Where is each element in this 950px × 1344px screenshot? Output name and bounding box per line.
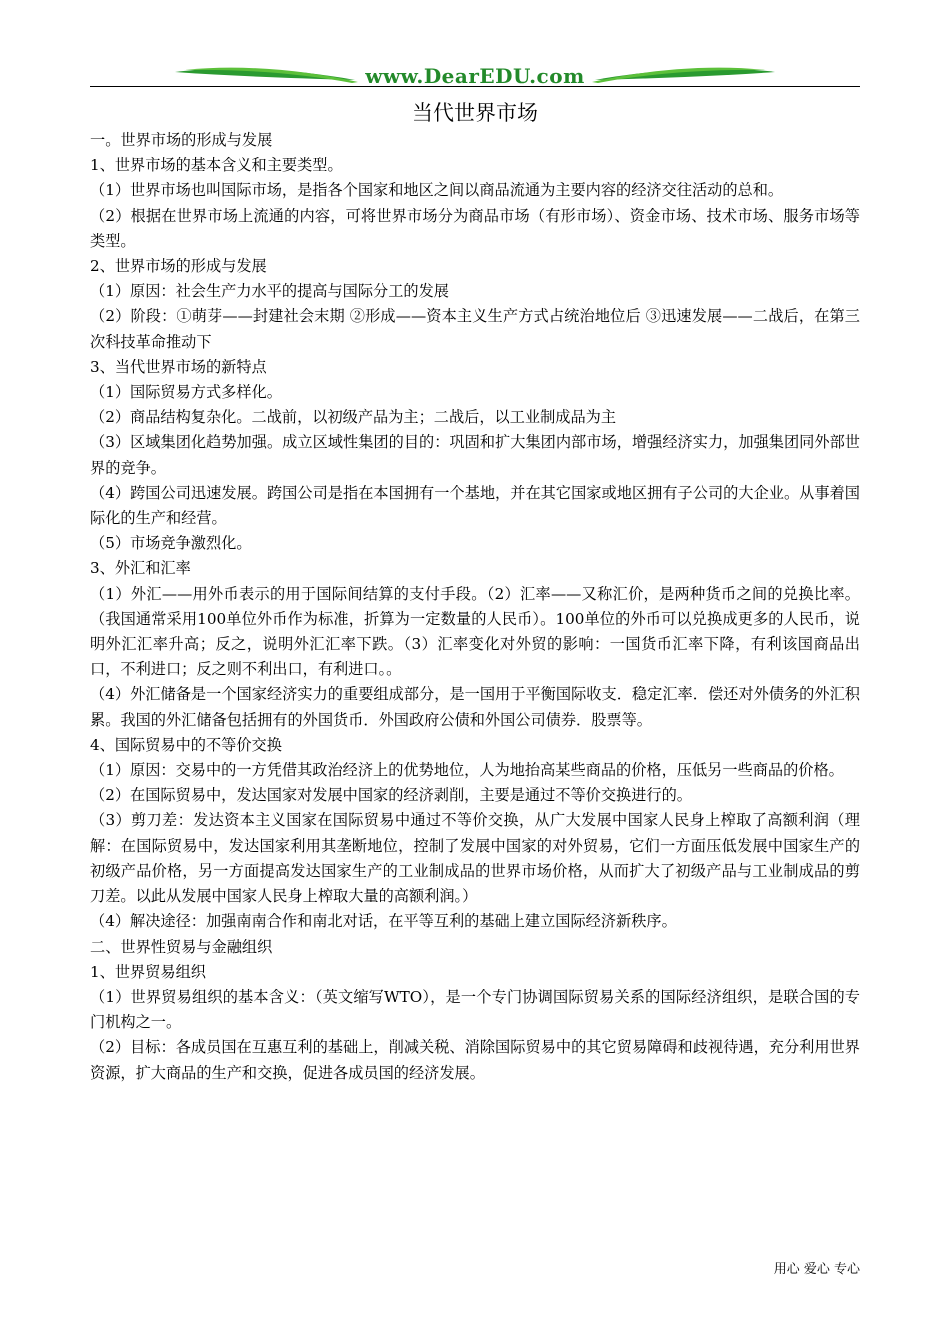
paragraph: （4）外汇储备是一个国家经济实力的重要组成部分，是一国用于平衡国际收支．稳定汇率．偿还对外债务的外汇积累。我国的外汇储备包括拥有的外国货币．外国政府公债和外国公司债券．股票等。	[90, 685, 860, 729]
paragraph: 二、世界性贸易与金融组织	[90, 937, 273, 956]
paragraph: （2）阶段：①萌芽——封建社会末期 ②形成——资本主义生产方式占统治地位后 ③迅速发展——二战后，在第三次科技革命推动下	[90, 307, 860, 351]
page-header	[90, 58, 860, 94]
paragraph: 3、外汇和汇率	[90, 559, 191, 578]
paragraph: （1）国际贸易方式多样化。	[90, 383, 282, 402]
paragraph: （2）根据在世界市场上流通的内容，可将世界市场分为商品市场（有形市场）、资金市场、技术市场、服务市场等类型。	[90, 206, 860, 250]
paragraph: （2）在国际贸易中，发达国家对发展中国家的经济剥削，主要是通过不等价交换进行的。	[90, 786, 692, 805]
header-rule	[90, 86, 860, 87]
document-title: 当代世界市场	[412, 101, 538, 125]
site-url: www.DearEDU.com	[365, 64, 585, 88]
paragraph: 一。世界市场的形成与发展	[90, 131, 273, 149]
paragraph: 1、世界贸易组织	[90, 962, 206, 981]
paragraph: （4）解决途径：加强南南合作和南北对话，在平等互利的基础上建立国际经济新秩序。	[90, 912, 677, 931]
paragraph: 2、世界市场的形成与发展	[90, 257, 267, 276]
paragraph: （3）剪刀差：发达资本主义国家在国际贸易中通过不等价交换，从广大发展中国家人民身上榨取了高额利润（理解：在国际贸易中，发达国家利用其垄断地位，控制了发展中国家的对外贸易，它们一方面压低发展中国家生产的初级产品价格，另一方面提高发达国家生产的工业制成品的世界市场价格，从而扩大了初级产品与工业制成品的剪刀差。以此从发展中国家人民身上榨取大量的高额利润。）	[90, 811, 860, 906]
paragraph: 3、当代世界市场的新特点	[90, 357, 267, 376]
document-body	[90, 128, 860, 1086]
paragraph: （3）区域集团化趋势加强。成立区域性集团的目的：巩固和扩大集团内部市场，增强经济实力，加强集团同外部世界的竞争。	[90, 433, 860, 477]
paragraph: （1）外汇——用外币表示的用于国际间结算的支付手段。（2）汇率——又称汇价，是两种货币之间的兑换比率。（我国通常采用100单位外币作为标准，折算为一定数量的人民币）。100单位的外币可以兑换成更多的人民币，说明外汇汇率升高；反之，说明外汇汇率下跌。（3）汇率变化对外贸的影响：一国货币汇率下降，有利该国商品出口，不利进口；反之则不利出口，有利进口。。	[90, 584, 860, 679]
paragraph: 4、国际贸易中的不等价交换	[90, 735, 282, 754]
paragraph: （1）世界市场也叫国际市场，是指各个国家和地区之间以商品流通为主要内容的经济交往活动的总和。	[90, 181, 784, 200]
paragraph: （4）跨国公司迅速发展。跨国公司是指在本国拥有一个基地，并在其它国家或地区拥有子公司的大企业。从事着国际化的生产和经营。	[90, 483, 860, 528]
paragraph: （1）世界贸易组织的基本含义：（英文缩写WTO），是一个专门协调国际贸易关系的国际经济组织，是联合国的专门机构之一。	[90, 987, 860, 1032]
paragraph: （1）原因：社会生产力水平的提高与国际分工的发展	[90, 282, 449, 301]
footer-motto: 用心 爱心 专心	[773, 1262, 860, 1277]
paragraph: （2）目标：各成员国在互惠互利的基础上，削减关税、消除国际贸易中的其它贸易障碍和歧视待遇，充分利用世界资源，扩大商品的生产和交换，促进各成员国的经济发展。	[90, 1038, 860, 1082]
paragraph: （1）原因：交易中的一方凭借其政治经济上的优势地位，人为地抬高某些商品的价格，压低另一些商品的价格。	[90, 761, 844, 780]
paragraph: （5）市场竞争激烈化。	[90, 534, 252, 553]
paragraph: （2）商品结构复杂化。二战前，以初级产品为主；二战后，以工业制成品为主	[90, 408, 617, 427]
paragraph: 1、世界市场的基本含义和主要类型。	[90, 156, 343, 175]
